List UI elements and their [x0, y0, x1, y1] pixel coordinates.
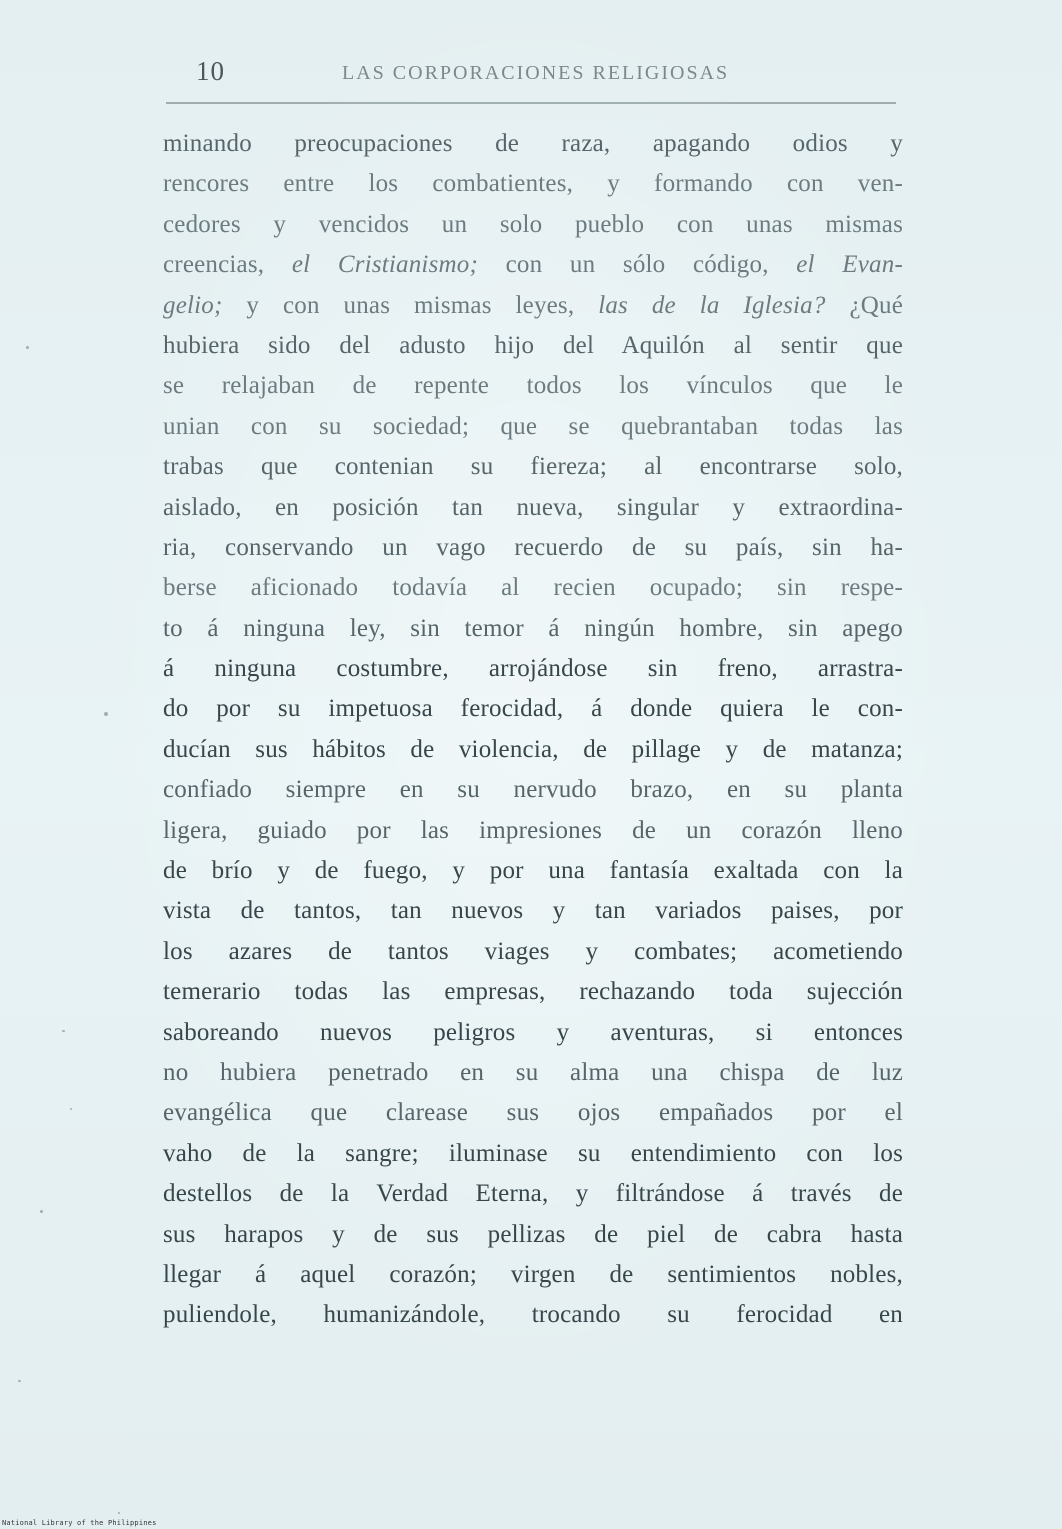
- text-segment: vaho de la sangre; iluminase su entendimiento con los: [163, 1139, 903, 1167]
- text-segment: vista de tantos, tan nuevos y tan variados paises, por: [163, 897, 903, 925]
- text-segment: saboreando nuevos peligros y aventuras, si entonces: [163, 1018, 903, 1046]
- text-line: [163, 1215, 903, 1255]
- scan-speck: [70, 1108, 72, 1110]
- text-line: [163, 851, 903, 891]
- scan-speck: [18, 1380, 21, 1382]
- text-line: [163, 972, 903, 1012]
- text-line: [163, 932, 903, 972]
- library-credit: National Library of the Philippines: [2, 1519, 157, 1527]
- text-line: [163, 366, 903, 406]
- text-line: [163, 528, 903, 568]
- scan-speck: [104, 712, 108, 716]
- text-segment: trabas que contenian su fiereza; al encontrarse solo,: [163, 453, 903, 481]
- text-line: [163, 1255, 903, 1295]
- text-line: [163, 568, 903, 608]
- text-segment: se relajaban de repente todos los vínculos que le: [163, 372, 903, 400]
- scan-speck: [26, 346, 29, 349]
- text-segment: á ninguna costumbre, arrojándose sin freno, arrastra-: [163, 655, 903, 683]
- scan-speck: [40, 1210, 43, 1213]
- text-segment: aislado, en posición tan nueva, singular y extraordina-: [163, 493, 903, 521]
- italic-segment: las de la Iglesia?: [598, 291, 826, 319]
- text-line: [163, 609, 903, 649]
- text-line: [163, 1093, 903, 1133]
- text-segment: con un sólo código,: [478, 251, 797, 279]
- scan-speck: [118, 1512, 120, 1514]
- text-segment: puliendole, humanizándole, trocando su ferocidad en: [163, 1301, 903, 1329]
- text-segment: de brío y de fuego, y por una fantasía exaltada con la: [163, 857, 903, 885]
- italic-segment: el Cristianismo;: [291, 251, 478, 279]
- text-line: [163, 811, 903, 851]
- text-segment: minando preocupaciones de raza, apagando odios y: [163, 130, 903, 157]
- text-line: [163, 164, 903, 204]
- text-line: [163, 1053, 903, 1093]
- italic-segment: gelio;: [163, 291, 223, 319]
- scan-speck: [62, 1030, 65, 1032]
- text-segment: temerario todas las empresas, rechazando toda sujección: [163, 978, 903, 1006]
- text-line: [163, 770, 903, 810]
- text-line: [163, 447, 903, 487]
- running-title: LAS CORPORACIONES RELIGIOSAS: [342, 62, 730, 84]
- text-segment: berse aficionado todavía al recien ocupado; sin respe-: [163, 574, 903, 602]
- header-rule: [166, 102, 896, 104]
- text-segment: cedores y vencidos un solo pueblo con unas mismas: [163, 210, 903, 238]
- text-segment: y con unas mismas leyes,: [222, 291, 599, 319]
- text-segment: evangélica que clarease sus ojos empañados por el: [163, 1099, 903, 1127]
- text-segment: ligera, guiado por las impresiones de un corazón lleno: [163, 816, 903, 844]
- text-line: [163, 407, 903, 447]
- text-line: [163, 730, 903, 770]
- text-segment: sus harapos y de sus pellizas de piel de cabra hasta: [163, 1220, 903, 1248]
- text-line: [163, 286, 903, 326]
- text-line: [163, 245, 903, 285]
- text-line: [163, 1134, 903, 1174]
- text-line: [163, 1174, 903, 1214]
- text-line: [163, 689, 903, 729]
- text-line: [163, 891, 903, 931]
- text-line: [163, 124, 903, 164]
- body-text: [163, 124, 903, 1336]
- text-line: [163, 1295, 903, 1335]
- text-segment: llegar á aquel corazón; virgen de sentimientos nobles,: [163, 1260, 903, 1288]
- text-segment: creencias,: [163, 251, 292, 279]
- text-segment: ducían sus hábitos de violencia, de pillage y de matanza;: [163, 735, 903, 763]
- text-line: [163, 649, 903, 689]
- text-segment: do por su impetuosa ferocidad, á donde quiera le con-: [163, 695, 903, 723]
- text-segment: ria, conservando un vago recuerdo de su país, sin ha-: [163, 533, 903, 561]
- page-number: 10: [196, 56, 225, 86]
- text-segment: destellos de la Verdad Eterna, y filtrándose á través de: [163, 1180, 903, 1208]
- text-line: [163, 1013, 903, 1053]
- text-segment: no hubiera penetrado en su alma una chispa de luz: [163, 1058, 903, 1086]
- text-line: [163, 488, 903, 528]
- italic-segment: el Evan-: [796, 251, 903, 279]
- text-segment: ¿Qué: [825, 291, 903, 319]
- text-segment: to á ninguna ley, sin temor á ningún hombre, sin apego: [163, 614, 903, 642]
- text-segment: confiado siempre en su nervudo brazo, en su planta: [163, 776, 903, 804]
- text-line: [163, 326, 903, 366]
- text-segment: hubiera sido del adusto hijo del Aquilón al sentir que: [163, 331, 903, 359]
- text-segment: unian con su sociedad; que se quebrantaban todas las: [163, 412, 903, 440]
- text-segment: rencores entre los combatientes, y formando con ven-: [163, 170, 903, 198]
- text-segment: los azares de tantos viages y combates; acometiendo: [163, 937, 903, 965]
- text-line: [163, 205, 903, 245]
- running-header: [196, 52, 756, 92]
